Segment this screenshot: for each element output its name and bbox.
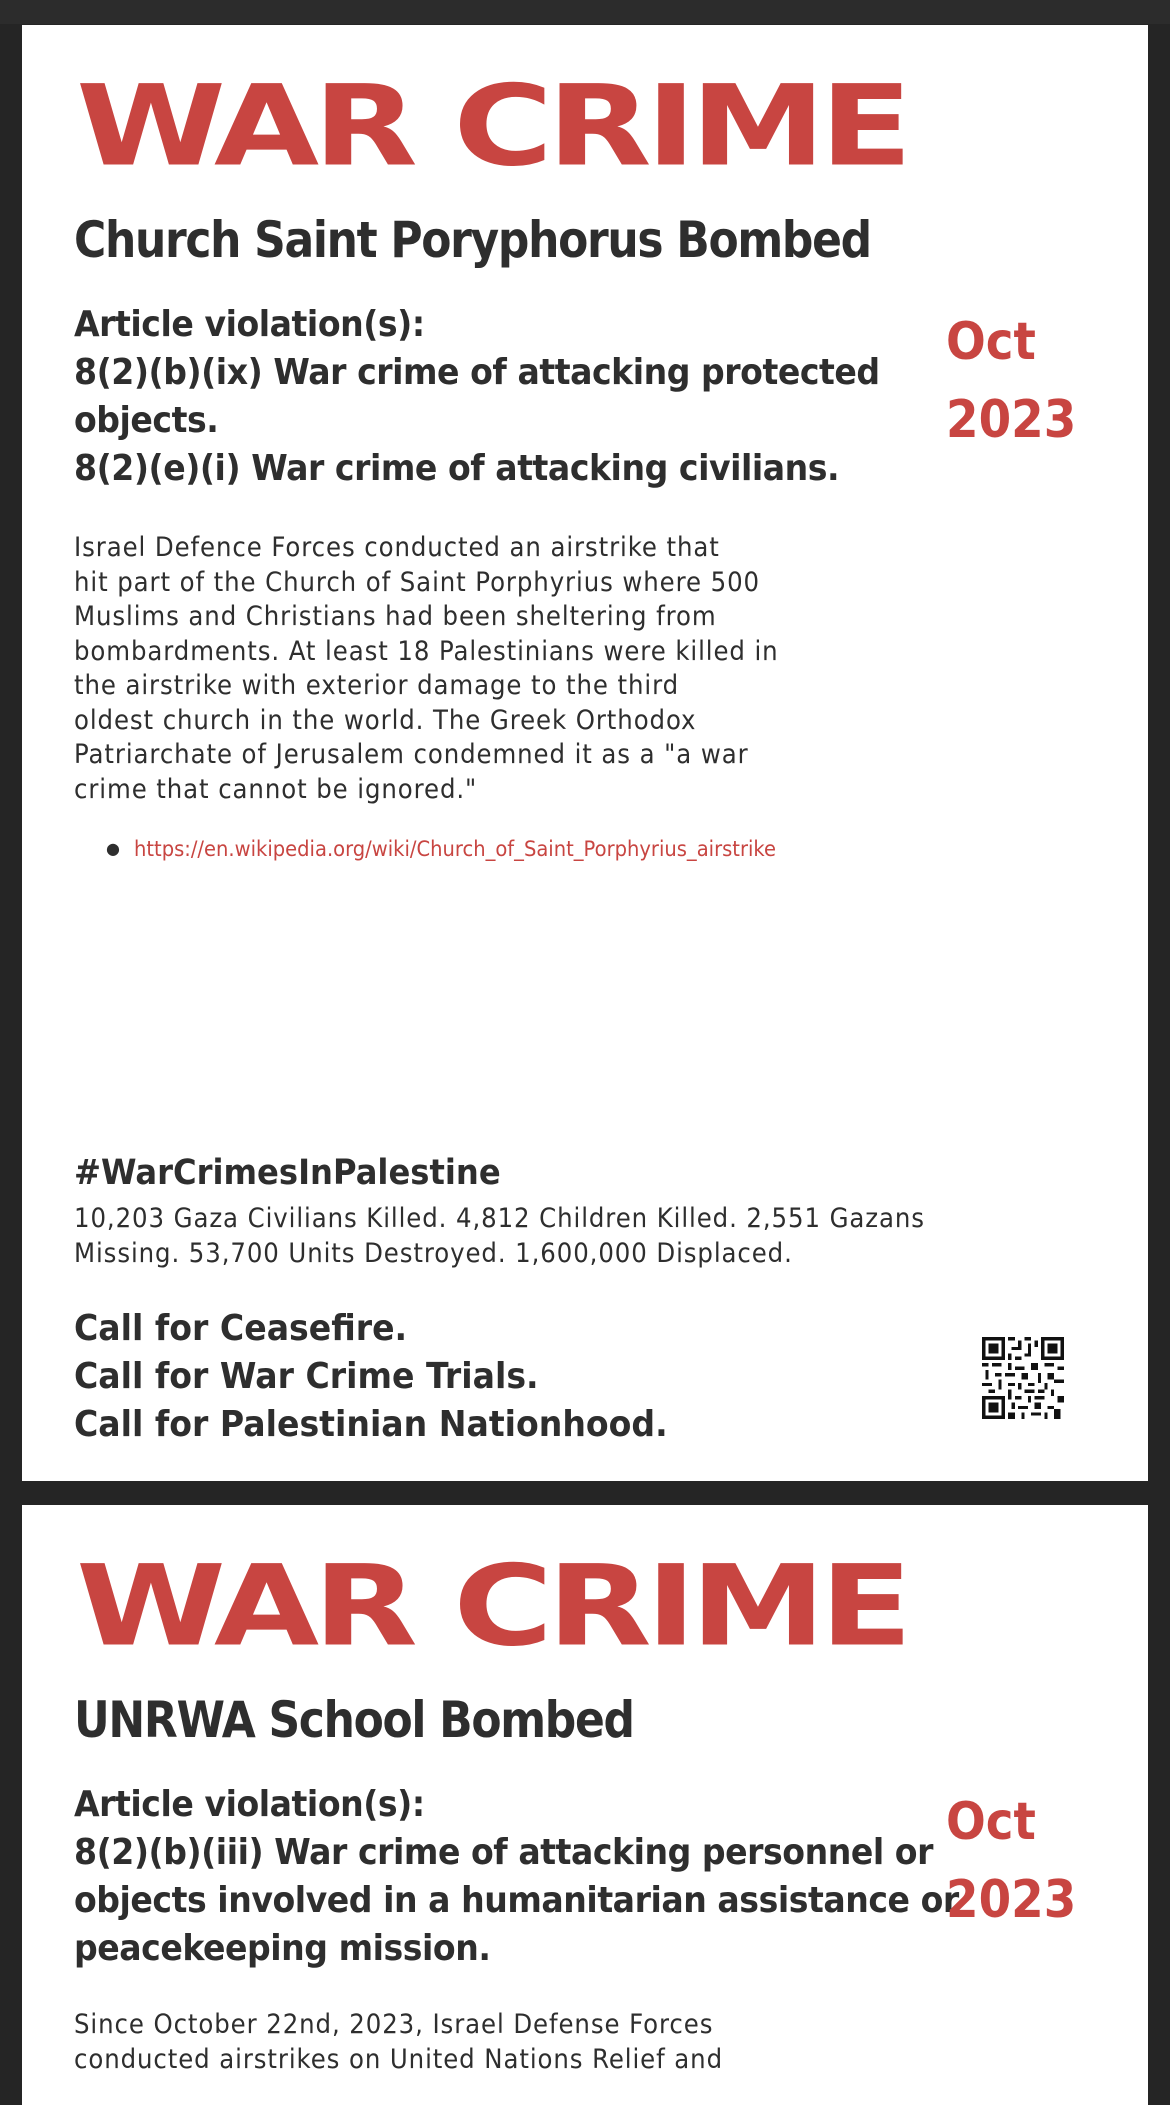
date-month: Oct xyxy=(946,1792,1036,1852)
top-bar xyxy=(0,0,1170,24)
date-month: Oct xyxy=(946,312,1036,372)
description-line: hit part of the Church of Saint Porphyrius where 500 xyxy=(74,566,761,598)
bullet-icon: ● xyxy=(106,839,120,858)
description-line: Israel Defence Forces conducted an airstrike that xyxy=(74,532,720,563)
hashtag: #WarCrimesInPalestine xyxy=(74,1153,501,1193)
source-links xyxy=(106,837,824,861)
incident-description xyxy=(74,531,889,807)
card-headline: WAR CRIME xyxy=(76,61,907,192)
war-crime-card xyxy=(22,1505,1148,2105)
incident-date xyxy=(946,303,1076,459)
description-line: crime that cannot be ignored." xyxy=(74,773,478,805)
description-line: Since October 22nd, 2023, Israel Defense Forces xyxy=(74,2009,714,2040)
violation-line: 8(2)(e)(i) War crime of attacking civilians. xyxy=(74,448,840,489)
call-line: Call for Palestinian Nationhood. xyxy=(74,1404,668,1445)
violation-line: 8(2)(b)(iii) War crime of attacking personnel or xyxy=(74,1832,933,1873)
wikipedia-link[interactable]: https://en.wikipedia.org/wiki/Church_of_Saint_Porphyrius_airstrike xyxy=(133,837,777,861)
calls-to-action xyxy=(74,1305,668,1449)
qr-code-icon[interactable] xyxy=(982,1337,1064,1419)
violation-line: objects. xyxy=(74,400,219,441)
violations-heading: Article violation(s): xyxy=(74,304,425,345)
card-title: Church Saint Poryphorus Bombed xyxy=(74,211,871,269)
article-violations xyxy=(74,301,884,493)
call-line: Call for War Crime Trials. xyxy=(74,1356,539,1397)
description-line: Muslims and Christians had been sheltering from xyxy=(74,601,717,632)
incident-description xyxy=(74,2008,889,2077)
source-link-item xyxy=(106,837,824,861)
date-year: 2023 xyxy=(946,1870,1077,1930)
call-line: Call for Ceasefire. xyxy=(74,1308,408,1349)
card-headline: WAR CRIME xyxy=(76,1541,907,1672)
casualty-stats xyxy=(74,1201,925,1271)
description-line: the airstrike with exterior damage to the third xyxy=(74,670,680,701)
article-violations xyxy=(74,1781,959,1973)
description-line: Patriarchate of Jerusalem condemned it as a "a war xyxy=(74,739,749,770)
card-title: UNRWA School Bombed xyxy=(74,1691,634,1749)
war-crime-card xyxy=(22,25,1148,1481)
violation-line: 8(2)(b)(ix) War crime of attacking protected xyxy=(74,352,880,393)
incident-date xyxy=(946,1783,1076,1939)
stats-line: 10,203 Gaza Civilians Killed. 4,812 Children Killed. 2,551 Gazans xyxy=(74,1203,925,1234)
description-line: oldest church in the world. The Greek Orthodox xyxy=(74,704,697,736)
violation-line: objects involved in a humanitarian assistance or xyxy=(74,1880,959,1921)
date-year: 2023 xyxy=(946,390,1077,450)
violation-line: peacekeeping mission. xyxy=(74,1928,491,1969)
stats-line: Missing. 53,700 Units Destroyed. 1,600,000 Displaced. xyxy=(74,1238,793,1269)
description-line: conducted airstrikes on United Nations Relief and xyxy=(74,2043,723,2075)
description-line: bombardments. At least 18 Palestinians were killed in xyxy=(74,635,779,667)
violations-heading: Article violation(s): xyxy=(74,1784,425,1825)
